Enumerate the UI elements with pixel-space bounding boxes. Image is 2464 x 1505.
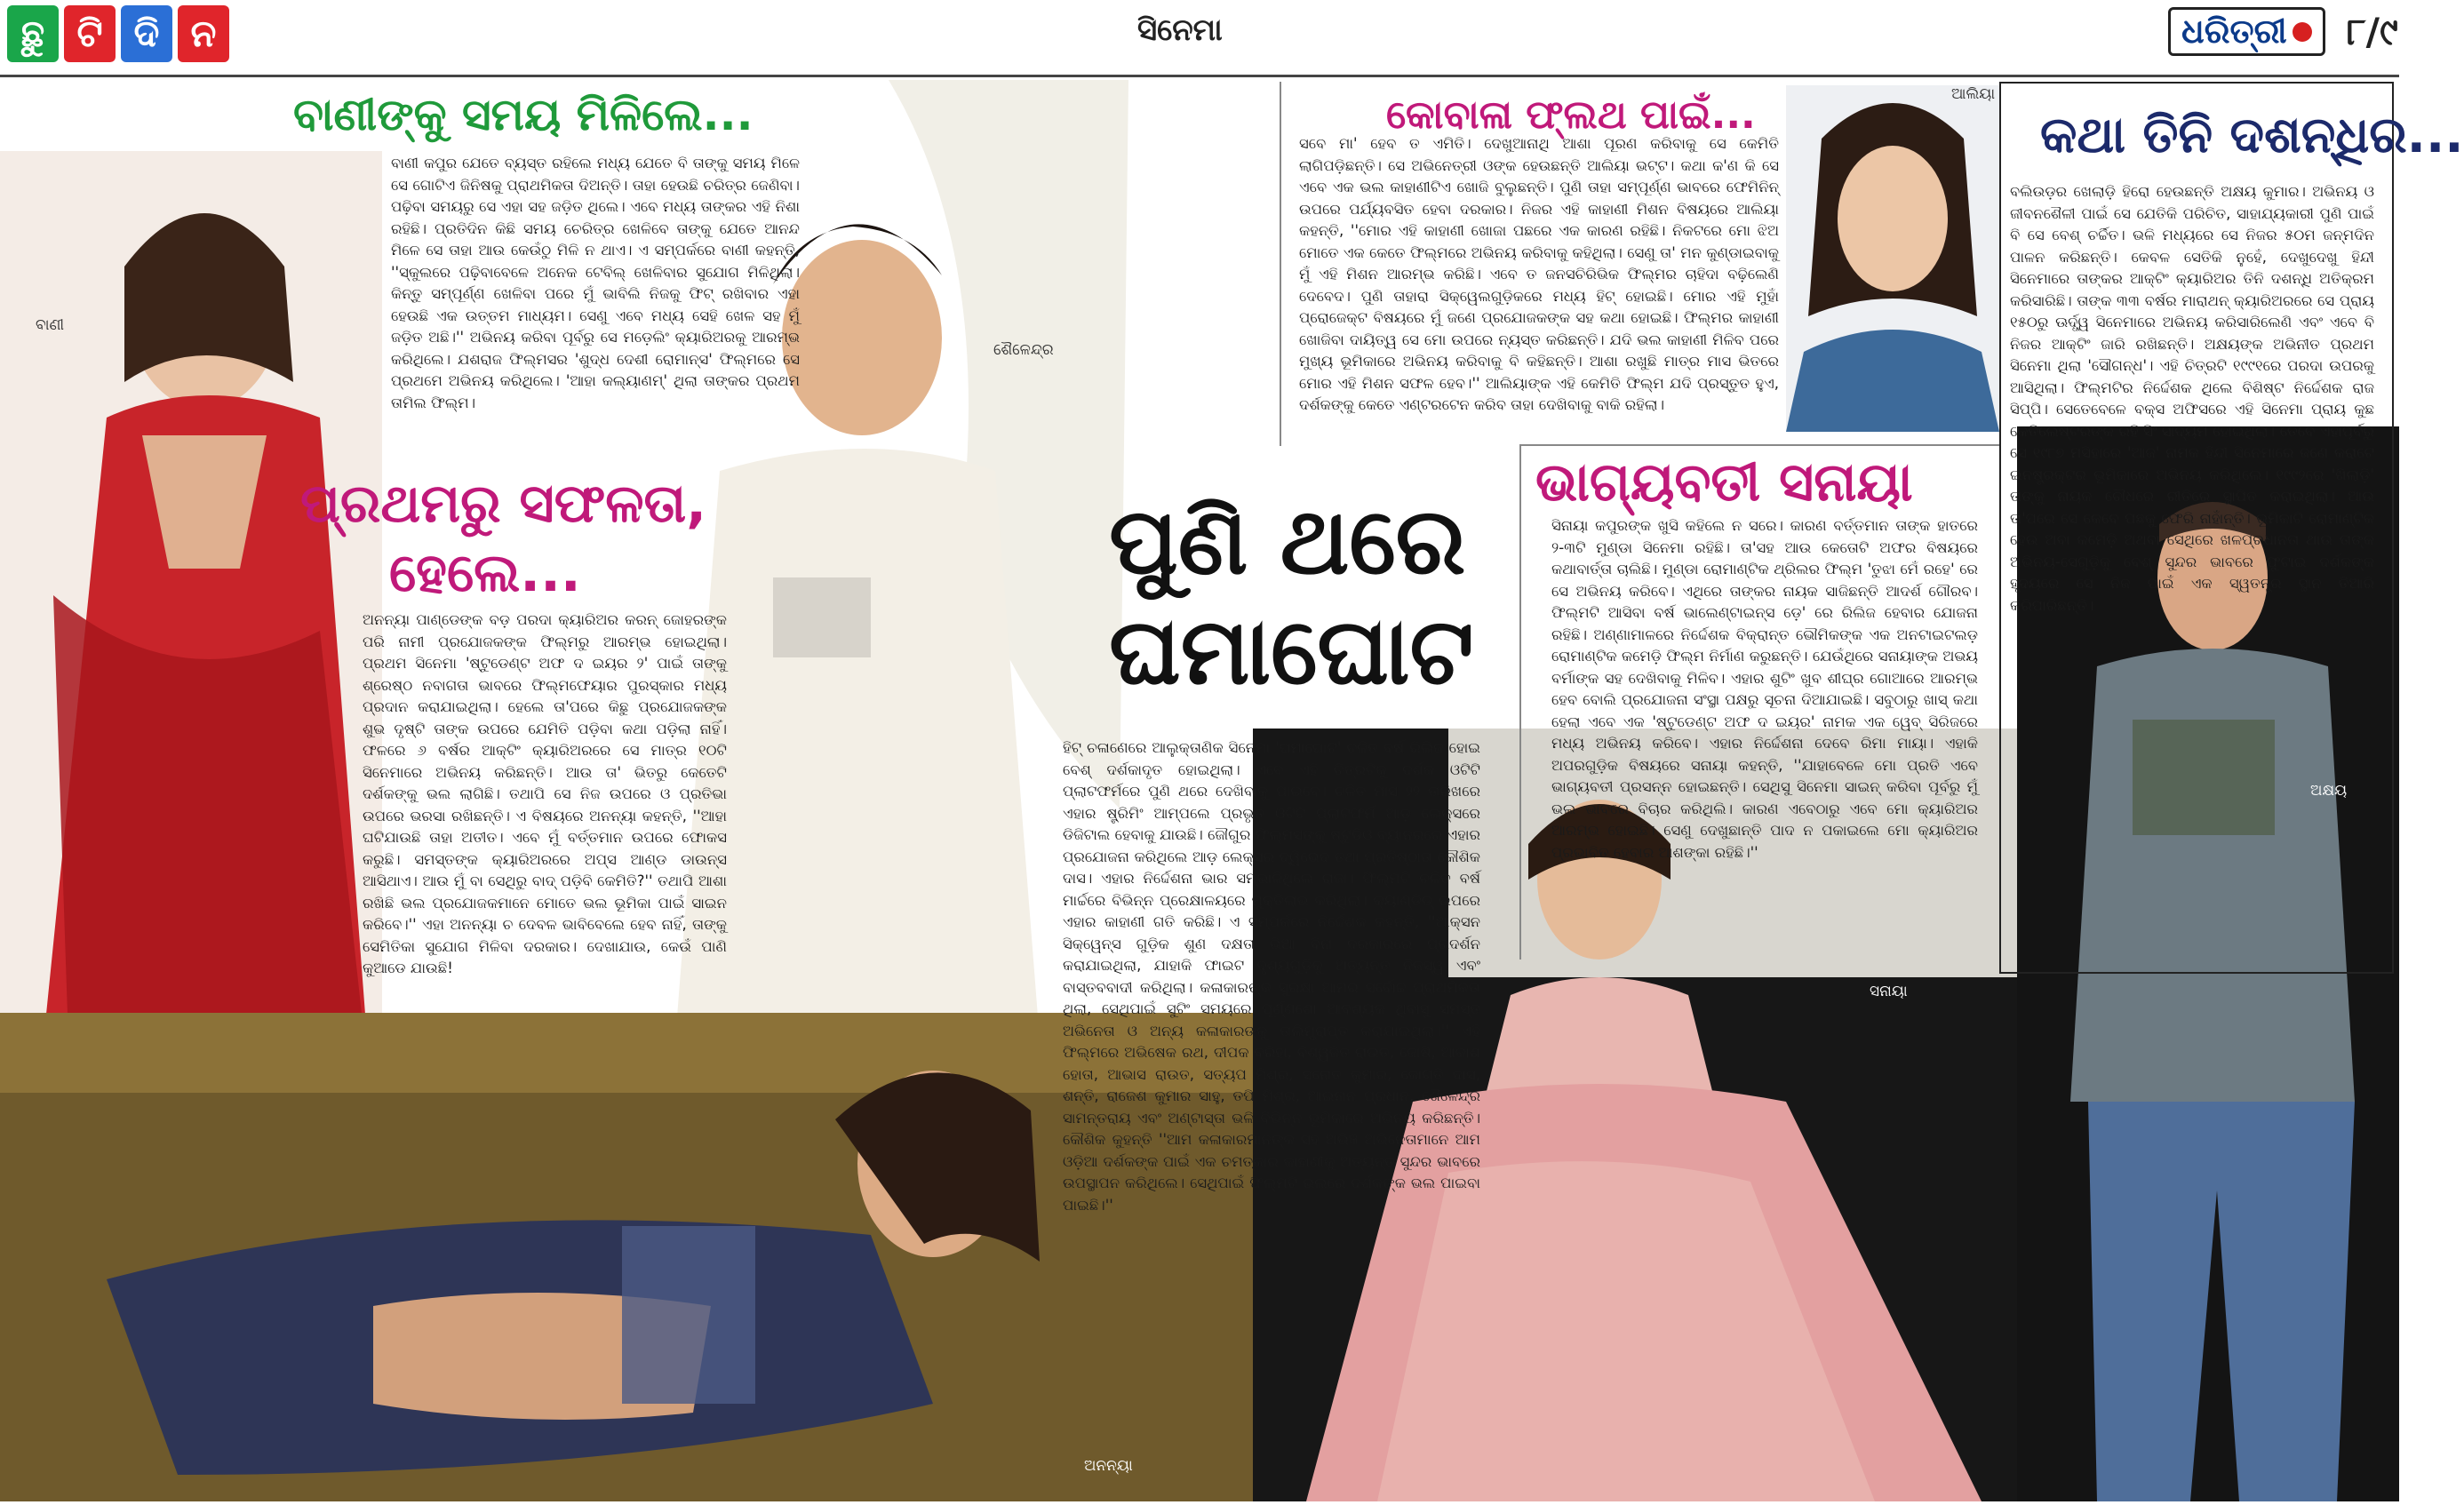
bani-figure <box>0 151 382 1119</box>
paper-brand <box>2168 7 2398 56</box>
ghamaghot-headline-line1: ପୁଣି ଥରେ <box>1109 487 1466 595</box>
alia-article-body: ସବେ ମା' ହେବ ତ ଏମିତି। ଦେଖୁଆନାଥି ଆଶା ପୂରଣ କରିବାକୁ ସେ କେମିତି ଲାଗିପଡ଼ିଛନ୍ତି। ସେ ଅଭିନେତ୍ରୀ ଓଙ୍କ ହେଉଛନ୍ତି ଆଲିୟା ଭଟ୍ଟ। କଥା କ'ଣ କି ସେ ଏବେ ଏକ ଭଲ କାହାଣୀଟିଏ ଖୋଜି ବୁଲୁଛନ୍ତି। ପୁଣି ତାହା ସମ୍ପୂର୍ଣ୍ଣ ଭାବରେ ଫେମିନିନ୍ ଉପରେ ପର୍ଯ୍ୟବସିତ ହେବା ଦରକାର। ନିଜର ଏହି କାହାଣୀ ମିଶନ ବିଷୟରେ ଆଲିୟା କହନ୍ତି, ''ମୋର ଏହି କାହାଣୀ ଖୋଜା ପଛରେ ଏକ କାରଣ ରହିଛି। ନିକଟରେ ମୋ ଝିଅ ମୋତେ ଏକ କେତେ ଫିଲ୍ମରେ ଅଭିନୟ କରିବାକୁ କହିଥିଲା। ସେଣୁ ତା' ମନ କୁଣ୍ଡାଇବାକୁ ମୁଁ ଏହି ମିଶନ ଆରମ୍ଭ କରିଛି। ଏବେ ତ ଜନସଚିରିଭିକ ଫିଲ୍ମର ଚାହିଦା ବଢ଼ିଲେଣି ଦେବେଦ। ପୁଣି ତାହାରା ସିକ୍ୱେଲଗୁଡ଼ିକରେ ମଧ୍ୟ ହିଟ୍ ହୋଇଛି। ମୋର ଏହି ମୁହାଁ ପ୍ରୋଜେକ୍ଟ ବିଷୟରେ ମୁଁ ଜଣେ ପ୍ରଯୋଜକଙ୍କ ସହ କଥା ହୋଇଛି। ଫିଲ୍ମର କାହାଣୀ ଖୋଜିବା ଦାୟିତ୍ୱ ସେ ମୋ ଉପରେ ନ୍ୟସ୍ତ କରିଛନ୍ତି। ଯଦି ଭଲ କାହାଣୀ ମିଳିବ ପରେ ମୁଖ୍ୟ ଭୂମିକାରେ ଅଭିନୟ କରିବାକୁ ବି କହିଛନ୍ତି। ଆଶା ରଖୁଛି ମାତ୍ର ମାସ ଭିତରେ ମୋର ଏହି ମିଶନ ସଫଳ ହେବ।'' ଆଲିୟାଙ୍କ ଏହି କେମିତି ଫିଲ୍ମ ଯଦି ପ୍ରସ୍ତୁତ ହୁଏ, ଦର୍ଶକଙ୍କୁ କେତେ ଏଣ୍ଟରଟେନ କରିବ ତାହା ଦେଖିବାକୁ ବାକି ରହିଲା। <box>1299 135 1779 413</box>
ananya-article-body: ଅନନ୍ୟା ପାଣ୍ଡେଙ୍କ ବଡ଼ ପରଦା କ୍ୟାରିଅର କରନ୍ ଜୋହରଙ୍କ ପରି ନାମୀ ପ୍ରଯୋଜକଙ୍କ ଫିଲ୍ମରୁ ଆରମ୍ଭ ହୋଇଥିଲା। ପ୍ରଥମ ସିନେମା 'ଷ୍ଟୁଡେଣ୍ଟ ଅଫ ଦ ଇୟର ୨' ପାଇଁ ତାଙ୍କୁ ଶ୍ରେଷ୍ଠ ନବାଗତା ଭାବରେ ଫିଲ୍ମଫେୟାର ପୁରସ୍କାର ମଧ୍ୟ ପ୍ରଦାନ କରାଯାଇଥିଲା। ହେଲେ ତା'ପରେ କିଛୁ ପ୍ରଯୋଜକଙ୍କ ଶୁଭ ଦୃଷ୍ଟି ତାଙ୍କ ଉପରେ ଯେମିତି ପଡ଼ିବା କଥା ପଡ଼ିଲା ନାହିଁ। ଫଳରେ ୬ ବର୍ଷର ଆକ୍ଟିଂ କ୍ୟାରିଅରରେ ସେ ମାତ୍ର ୧୦ଟି ସିନେମାରେ ଅଭିନୟ କରିଛନ୍ତି। ଆଉ ତା' ଭିତରୁ କେତେଟି ଦର୍ଶକଙ୍କୁ ଭଲ ଲାଗିଛି। ତଥାପି ସେ ନିଜ ଉପରେ ଓ ପ୍ରତିଭା ଉପରେ ଭରସା ରଖିଛନ୍ତି। ଏ ବିଷୟରେ ଅନନ୍ୟା କହନ୍ତି, ''ଆହା ଘଟିଯାଉଛି ତାହା ଅତୀତ। ଏବେ ମୁଁ ବର୍ତ୍ତମାନ ଉପରେ ଫୋକସ କରୁଛି। ସମସ୍ତଙ୍କ କ୍ୟାରିଅରରେ ଅପ୍ସ ଆଣ୍ଡ ଡାଉନ୍ସ ଆସିଥାଏ। ଆଉ ମୁଁ ବା ସେଥିରୁ ବାଦ୍ ପଡ଼ିବି କେମିତି?'' ତଥାପି ଆଶା ରଖିଛି ଭଲ ପ୍ରଯୋଜକମାନେ ମୋତେ ଭଲ ଭୂମିକା ପାଇଁ ସାଇନ କରିବେ।'' ଏହା ଅନନ୍ୟା ଚ ଦେବଳ ଭାବିବେଲେ ହେବ ନାହିଁ, ତାଙ୍କୁ ସେମିତିକା ସୁଯୋଗ ମିଳିବା ଦରକାର। ଦେଖାଯାଉ, କେଉଁ ପାଣି କୁଆଡେ ଯାଉଛି! <box>363 611 727 976</box>
sanaya-article-body: ସିନାୟା କପୁରଙ୍କ ଖୁସି କହିଲେ ନ ସରେ। କାରଣ ବର୍ତ୍ତମାନ ତାଙ୍କ ହାତରେ ୨-୩ଟି ମୁଣ୍ଡା ସିନେମା ରହିଛି। ତା'ସହ ଆଉ କେତୋଟି ଅଫର ବିଷୟରେ କଥାବାର୍ତ୍ତା ଚାଲିଛି। ମୁଣ୍ଡା ରୋମାଣ୍ଟିକ ଥ୍ରିଲର ଫିଲ୍ମ 'ତୁଝା ମେଁ ରହେ' ରେ ସେ ଅଭିନୟ କରିବେ। ଏଥିରେ ତାଙ୍କର ନାୟକ ସାଜିଛନ୍ତି ଆଦର୍ଶ ଗୌରବ। ଫିଲ୍ମଟି ଆସିବା ବର୍ଷ ଭାଲେଣ୍ଟାଇନ୍ସ ଡ଼େ' ରେ ରିଲିଜ ହେବାର ଯୋଜନା ରହିଛି। ଅଣ୍ଣାମାଳରେ ନିର୍ଦ୍ଦେଶକ ବିକ୍ରାନ୍ତ ଭୌମିକଙ୍କ ଏକ ଅନଟାଇଟଲଡ଼ ରୋମାଣ୍ଟିକ କମେଡ଼ି ଫିଲ୍ମ ନିର୍ମାଣ କରୁଛନ୍ତି। ଯେଉଁଥିରେ ସନାୟାଙ୍କ ଅଭୟ ବର୍ମାଙ୍କ ସହ ଦେଖିବାକୁ ମିଳିବ। ଏହାର ଶୁଟିଂ ଖୁବ ଶୀଘ୍ର ଗୋଆରେ ଆରମ୍ଭ ହେବ ବୋଲି ପ୍ରଯୋଜନା ସଂସ୍ଥା ପକ୍ଷରୁ ସୂଚନା ଦିଆଯାଇଛି। ସବୁଠାରୁ ଖାସ୍ କଥା ହେଲା ଏବେ ଏକ 'ଷ୍ଟୁଡେଣ୍ଟ ଅଫ ଦ ଇୟର' ନାମକ ଏକ ୱେବ୍ ସିରିଜରେ ମଧ୍ୟ ଅଭିନୟ କରିବେ। ଏହାର ନିର୍ଦ୍ଦେଶନା ଦେବେ ରିମା ମାୟା। ଏହାକି ଅପରଗୁଡ଼ିକ ବିଷୟରେ ସନାୟା କହନ୍ତି, ''ଯାହାବେଳେ ମୋ ପ୍ରତି ଏବେ ଭାଗ୍ୟବତୀ ପ୍ରସନ୍ନ ହୋଇଛନ୍ତି। ସେଥିସୁ ସିନେମା ସାଇନ୍ କରିବା ପୂର୍ବରୁ ମୁଁ ଭଲ ଭାବରେ ବିଚାର କରିଥିଲି। କାରଣ ଏବେଠାରୁ ଏବେ ମୋ କ୍ୟାରିଅର ଆରମ୍ଭ ହୋଇଛି। ସେଣୁ ଦେଖୁଛାନ୍ତି ପାଦ ନ ପକାଇଲେ ମୋ କ୍ୟାରିଅର ପ୍ରଭାବିତ ହେବାର ଆଶଙ୍କା ରହିଛି।'' <box>1551 517 1978 861</box>
ananya-caption: ଅନନ୍ୟା <box>1084 1457 1133 1475</box>
section-divider <box>1519 444 1999 446</box>
play-icon <box>2293 22 2312 42</box>
paper-logo <box>2168 7 2325 56</box>
akshay-article-body: ବଲିଉଡ଼ର ଖେଲାଡ଼ି ହିରୋ ହେଉଛନ୍ତି ଅକ୍ଷୟ କୁମାର। ଅଭିନୟ ଓ ଜୀବନଶୈଳୀ ପାଇଁ ସେ ଯେତିକି ପରିଚିତ, ସାହାଯ୍ୟକାରୀ ପୁଣି ପାଇଁ ବି ସେ ବେଶ୍ ଚର୍ଚ୍ଚିତ। ଭଳି ମଧ୍ୟରେ ସେ ନିଜର ୫୦ମ ଜନ୍ମଦିନ ପାଳନ କରିଛନ୍ତି। କେବଳ ସେତିକି ନୁହେଁ, ଦେଖୁଦେଖୁ ହିନ୍ଦୀ ସିନେମାରେ ତାଙ୍କର ଆକ୍ଟିଂ କ୍ୟାରିଅର ତିନି ଦଶନ୍ଧି ଅତିକ୍ରମ କରିସାରିଛି। ତାଙ୍କ ୩୩ ବର୍ଷର ମାରାଥନ୍ କ୍ୟାରିଅରରେ ସେ ପ୍ରାୟ ୧୫୦ରୁ ଊର୍ଦ୍ଧ୍ୱ ସିନେମାରେ ଅଭିନୟ କରିସାରିଲେଣି ଏବଂ ଏବେ ବି ନିଜର ଆକ୍ଟିଂ ଜାରି ରଖିଛନ୍ତି। ଅକ୍ଷୟଙ୍କ ଅଭିନୀତ ପ୍ରଥମ ସିନେମା ଥିଲା 'ସୌଗନ୍ଧ'। ଏହି ଚିତ୍ରଟି ୧୯୯୧ରେ ପରଦା ଉପରକୁ ଆସିଥିଲା। ଫିଲ୍ମଟିର ନିର୍ଦ୍ଦେଶକ ଥିଲେ ବିଶିଷ୍ଟ ନିର୍ଦ୍ଦେଶକ ରାଜ ସିପ୍ପି। ସେତେବେଳେ ବକ୍ସ ଅଫିସରେ ଏହି ସିନେମା ପ୍ରାୟ କୁଛ କେତିଲେଷ୍ଟରଙ୍କ ରହି ସିଂ ସାଦ୍ୟମ ହୋଇଥିଲା। ତେବେ ଏହାପୂର୍ବରୁ ସେ ୧୯୮୭ ମସିହାରେ 'ଆଜ' ନାମକ ହିନ୍ଦୀ ସିନେମାରେ ଜଣେ କରାଟେ ଇନଷ୍ଟ୍ରକ୍ଟର ଭୂମିକାରେ ଅଭିନୟ କରିଥିଲେ। ୧୯୯୨ରେ 'ଖିଲାଡ଼ି' ତାଙ୍କୁ ନାୟକ ଚୌଧରେ ରୀତିରେ ସ୍ଥାପିତ କରାଇଥିଲା। ଆଉ ତା'ପରେ ସେ କେବେ ପଛକୁ ଫେରି ନାହାଁନ୍ତି। ଭୂମିକାଟି ରୋମାଣ୍ଟିକ ହେଉ ଅବା କମେଡ଼ି ଅଥବା ସେଥିରେ ଖଳପ୍ରଧାନତା ଥାଉ ତାଙ୍କ ଅଭିନୟ-ସେଗୁଡ଼ିକୁ ବେଶ୍ ସୁନ୍ଦର ଭାବରେ ଫୁଟାଇ ଦର୍ଶକଙ୍କ ହୃଦୟରେ ସେ ନିଜ ପାଇଁ ଏକ ସ୍ୱତନ୍ତ୍ର ସ୍ଥାନ ତିଆରି କରିପାରିଛନ୍ତି। <box>2010 183 2374 614</box>
alia-figure <box>1786 85 1999 432</box>
bani-headline: ବାଣୀଙ୍କୁ ସମୟ ମିଳିଲେ... <box>293 89 754 140</box>
alia-headline: କୋବାଳା ଫ୍ଲଥ ପାଇଁ... <box>1386 92 1756 138</box>
masthead-logo <box>0 0 236 82</box>
bani-photo <box>0 151 382 1119</box>
sanaya-caption: ସନାୟା <box>1870 983 1908 1000</box>
section-title: ସିନେମା <box>1137 12 1223 48</box>
paper-name: ଧରିତ୍ରୀ <box>2181 12 2287 51</box>
masthead-rule <box>0 75 2399 77</box>
sanaya-headline: ଭାଗ୍ୟବତୀ ସନାୟା <box>1535 451 1913 514</box>
bani-article-body: ବାଣୀ କପୁର ଯେତେ ବ୍ୟସ୍ତ ରହିଲେ ମଧ୍ୟ ଯେତେ ବି ତାଙ୍କୁ ସମୟ ମିଳେ ସେ ଗୋଟିଏ ଜିନିଷକୁ ପ୍ରାଥମିକତା ଦିଅନ୍ତି। ତାହା ହେଉଛି ଚରିତ୍ର ଜେଣିବା। ପଢ଼ିବା ସମୟରୁ ସେ ଏହା ସହ ଜଡ଼ିତ ଥିଲେ। ଏବେ ମଧ୍ୟ ତାଙ୍କର ଏହି ନିଶା ରହିଛି। ପ୍ରତିଦିନ କିଛି ସମୟ ଚେରିତ୍ର ଖେଳିବେ ତାଙ୍କୁ ଯେତେ ଆନନ୍ଦ ମିଳେ ସେ ତାହା ଆଉ କେଉଁଠୁ ମିଳି ନ ଥାଏ। ଏ ସମ୍ପର୍କରେ ବାଣୀ କହନ୍ତି, ''ସ୍କୁଲରେ ପଢ଼ିବାବେଳେ ଅନେକ ଟେବିଲ୍ ଖେଳିବାର ସୁଯୋଗ ମିଳିଥିଲା। କିନ୍ତୁ ସମ୍ପୂର୍ଣ୍ଣ ଖେଳିବା ପରେ ମୁଁ ଭାବିଲି ନିଜକୁ ଫିଟ୍ ରଖିବାର ଏହା ହେଉଛି ଏକ ଉତ୍ତମ ମାଧ୍ୟମ। ସେଣୁ ଏବେ ମଧ୍ୟ ସେହି ଖେଳ ସହ ମୁଁ ଜଡ଼ିତ ଅଛି।'' ଅଭିନୟ କରିବା ପୂର୍ବରୁ ସେ ମଡ଼େଲିଂ କ୍ୟାରିଅରକୁ ଆରମ୍ଭ କରିଥିଲେ। ଯଶରାଜ ଫିଲ୍ମସର 'ଶୁଦ୍ଧ ଦେଶୀ ରୋମାନ୍ସ' ଫିଲ୍ମରେ ସେ ପ୍ରଥମେ ଅଭିନୟ କରିଥିଲେ। 'ଆହା କଲ୍ୟାଣମ୍' ଥିଲା ତାଙ୍କର ପ୍ରଥମ ତାମିଲ ଫିଲ୍ମ। <box>391 155 800 411</box>
column-divider <box>1519 444 1521 960</box>
bani-caption: ବାଣୀ <box>36 316 65 334</box>
ananya-headline-line1: ପ୍ରଥମରୁ ସଫଳତା, <box>300 473 707 535</box>
column-divider <box>1280 82 1281 446</box>
ghamaghot-headline-line2: ଘମାଘୋଟ <box>1109 597 1474 705</box>
logo-tile: ଦି <box>121 5 172 62</box>
shailendra-caption: ଶୈଳେନ୍ଦ୍ର <box>993 341 1054 359</box>
alia-caption: ଆଲିୟା <box>1951 85 1996 103</box>
akshay-headline: କଥା ତିନି ଦଶନ୍ଧିର... <box>2040 107 2464 164</box>
alia-photo <box>1786 85 1999 432</box>
akshay-caption: ଅକ୍ଷୟ <box>2310 782 2348 800</box>
ananya-headline-line2: ହେଲେ... <box>389 542 581 604</box>
logo-tile: ଛୁ <box>7 5 59 62</box>
page-number: ୮/୯ <box>2346 9 2398 53</box>
ghamaghot-article-body: ହିଟ୍ ଚଳାଣେରେ ଆଲୁକ୍ତାଣିକ ସିନେମା 'ଘମାଘୋଟ' ଚଳିତ ବର୍ଷ ରିଲିଜ ହୋଇ ବେଶ୍ ଦର୍ଶକାଦୃତ ହୋଇଥିଲା। ଏବେ ଏହି ଚିତ୍ରଟିକୁ ଦର୍ଶକ ଓଟିଟି ପ୍ଲାଟଫର୍ମରେ ପୁଣି ଥରେ ଦେଖିବାକୁ ପାଇବେ। ଚଳିତ ମାସ ୨୨ ତାରିଖରେ ଏହାର ଷ୍ଟ୍ରିମିଂ ଆମ୍ପଲେ ପ୍ରଭୃତ ଓଟିଟି ପ୍ଲାଟଫର୍ମ ଆଡ଼ ଲେକ୍ସରେ ଡିଜିଟାଲ ହେବାକୁ ଯାଉଛି। ଜୌଗୁର ଫିଲ୍ମସଙ୍କୁ ଷ୍ଟୁଡିଓ ବ୍ୟାନରରେ ଏହାର ପ୍ରଯୋଜନା କରିଥିଲେ ଆଡ଼ ଲେକ୍ସର ଦ୍ୱିଭେଦ ତଥା ପ୍ରତିଷ୍ଠାତା କୌଶିକ ଦାସ। ଏହାର ନିର୍ଦ୍ଦେଶନା ଭାର ସମ୍ଭାଳିଥିଲେ ରାଜା। ଫିଲ୍ମଟି ଚଳିତ ବର୍ଷ ମାର୍ଚ୍ଚରେ ବିଭିନ୍ନ ପ୍ରେକ୍ଷାଳୟରେ ମୁକ୍ତିଲାଭ କରିଥିଲା। କ୍ୟାଣ୍ଡିଡ୍ ଉପରେ ଏହାର କାହାଣୀ ଗତି କରିଛି। ଏ ସମ୍ପର୍କରେ ନିର୍ଦ୍ଦେଶକ କହନ୍ତି, ''ଆକ୍ସନ ସିକ୍ୱେନ୍ସ ଗୁଡ଼ିକ ଶୁଣ ଦକ୍ଷତା ଭିଆ ବିନା ଦରକାରରେ ପ୍ରଦର୍ଶନ କରାଯାଇଥିଲା, ଯାହାକି ଫାଇଟ ଦୃଶ୍ୟଗୁଡ଼ିକୁ ଅତ୍ୟନ୍ତ ନିଜସ୍ୱ ଏବଂ ବାସ୍ତବବାଦୀ କରିଥିଲା। କଳାକାରଙ୍କ ସୁରକ୍ଷା ଆମର ସର୍ବୋଚ୍ଚ ପ୍ରାଥମିକତା ଥିଲା, ସେଥିପାଇଁ ସୁଟିଂ ସମୟରେ ପୂର୍ଣ୍ଣଶୋ ଆବଶ୍ୟକ ଥିବାସୁ ସମସ୍ତ ଅଭିନେତା ଓ ଅନ୍ୟ କଳାକାରଙ୍କୁ ତାଲିମ୍ପ୍ରାପ୍ତ କରାଯାଇଥିଲା।'' ଏହି ଫିଲ୍ମରେ ଅଭିଷେକ ରଥ, ଦୀପକ ବରିହା, ବିଶ୍ୱଜିତ ରାଉତ, ଜୋଷି, ଆକାଶ ହୋତା, ଆଭାସ ରାଉତ, ସତ୍ୟପ ମିଶ୍ର, ସନୋତ କୁମାର, ଜୋଗ୍ତି ଦାସ, ଶନ୍ତି, ରାଜେଶ କୁମାର ସାହୁ, ତପି ମିଶ୍ର, ଆଇନାନ ପ୍ରଧାନ, ଶୈଳେନ୍ଦ୍ର ସାମନ୍ତରାୟ ଏବଂ ଅଣ୍ଟାସ୍ତା ଭଳି ବିଭିନ୍ନ ଭୂମିକାରେ ଅଭିନୟ କରିଛନ୍ତି। କୌଶିକ କୁହନ୍ତି ''ଆମ କଳାକାରମାନଙ୍କ ସହ ଅଭିଜ୍ଞ ଅଭିନେତାମାନେ ଆମ ଓଡ଼ିଆ ଦର୍ଶକଙ୍କ ପାଇଁ ଏକ ଚମତ୍କାର କାହାଣୀକୁ ଅତ୍ୟନ୍ତ ସୁନ୍ଦର ଭାବରେ ଉପସ୍ଥାପନ କରିଥିଲେ। ସେଥିପାଇଁ ଫିଲ୍ମଟି ଭଲରେ ଦର୍ଶକଙ୍କ ଭଲ ପାଇବା ପାଇଛି।'' <box>1063 739 1480 1214</box>
logo-tile: ନ <box>178 5 229 62</box>
logo-tile: ଟି <box>64 5 116 62</box>
